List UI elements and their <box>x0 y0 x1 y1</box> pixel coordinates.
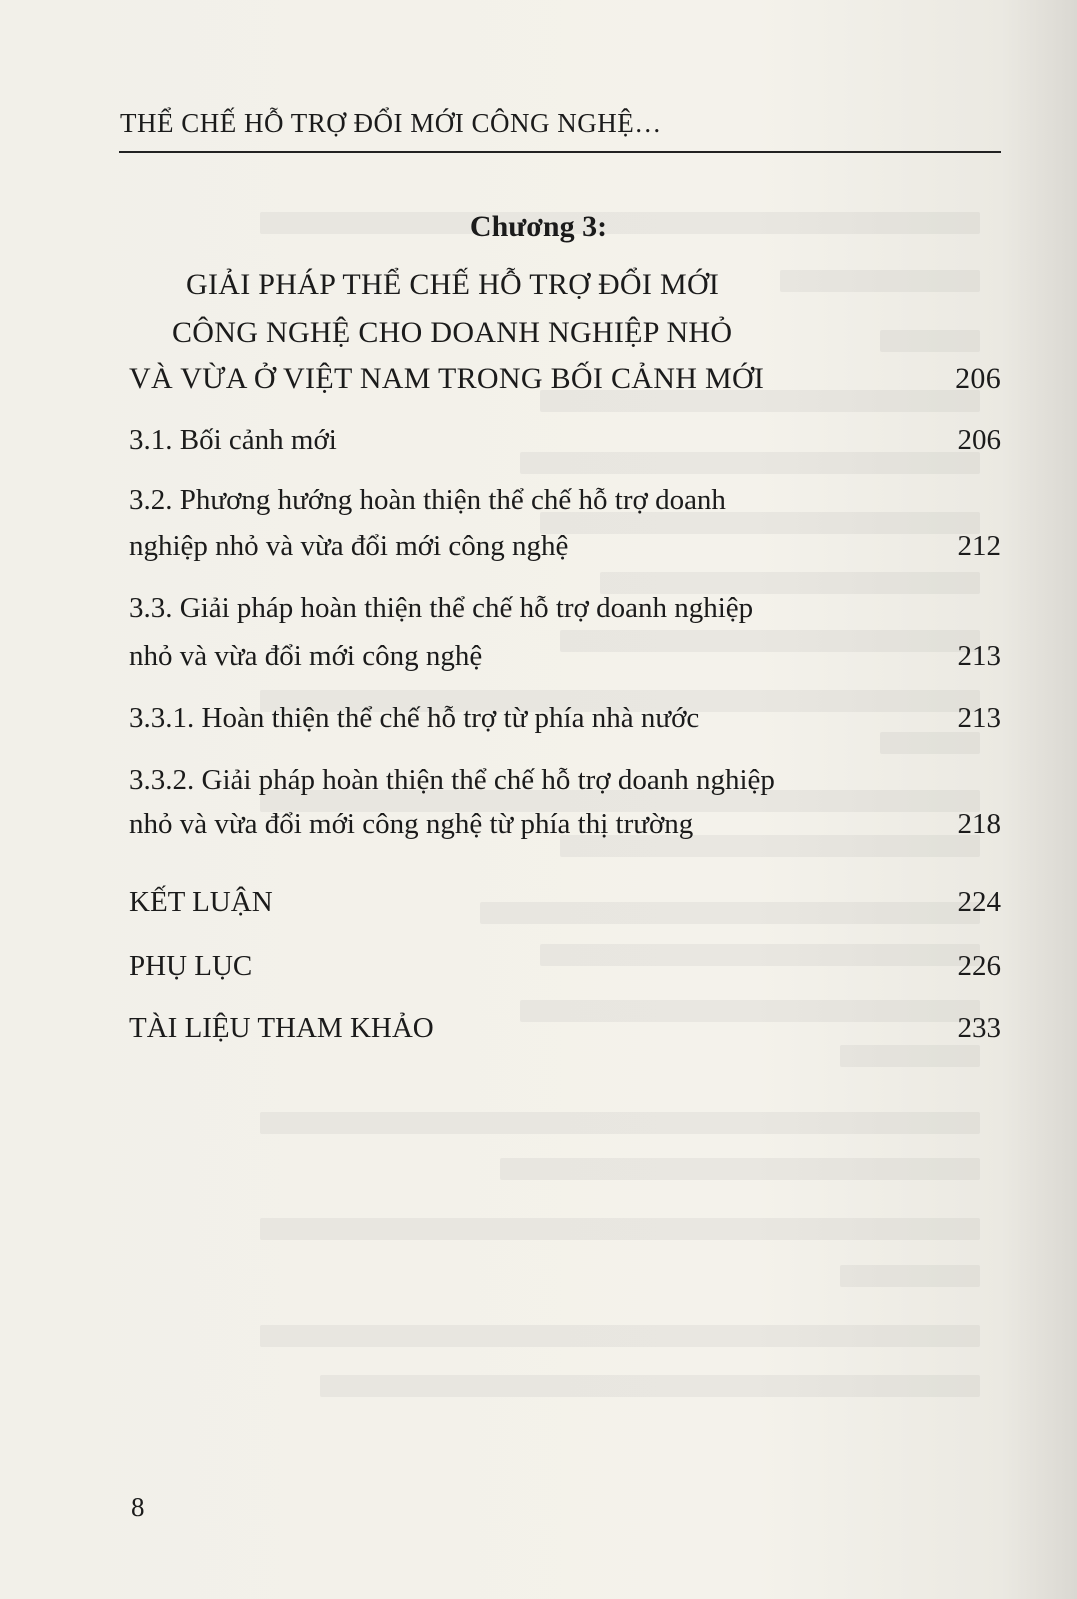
chapter-title-line-3: VÀ VỪA Ở VIỆT NAM TRONG BỐI CẢNH MỚI <box>129 362 765 395</box>
running-header: THỂ CHẾ HỖ TRỢ ĐỔI MỚI CÔNG NGHỆ… <box>120 108 662 138</box>
toc-entry <box>129 808 1001 841</box>
toc-entry-text: 3.3. Giải pháp hoàn thiện thể chế hỗ trợ doanh nghiệp <box>129 592 754 624</box>
toc-entry <box>129 886 1001 919</box>
toc-entry <box>129 424 1001 457</box>
toc-entry <box>129 702 1001 735</box>
toc-page-number: 213 <box>957 640 1001 672</box>
toc-entry-text: KẾT LUẬN <box>129 886 273 918</box>
toc-page-number: 206 <box>957 424 1001 456</box>
toc-entry-text: PHỤ LỤC <box>129 950 253 982</box>
toc-page-number: 218 <box>957 808 1001 840</box>
toc-entry <box>129 362 1001 396</box>
toc-entry-text: 3.3.2. Giải pháp hoàn thiện thể chế hỗ trợ doanh nghiệp <box>129 764 775 796</box>
toc-page-number: 226 <box>957 950 1001 982</box>
toc-page-number: 213 <box>957 702 1001 734</box>
toc-entry-text: nghiệp nhỏ và vừa đổi mới công nghệ <box>129 530 569 562</box>
page-number: 8 <box>131 1492 145 1522</box>
toc-entry-text: nhỏ và vừa đổi mới công nghệ <box>129 640 483 672</box>
toc-entry <box>129 530 1001 563</box>
chapter-label: Chương 3: <box>469 210 608 243</box>
chapter-title-line-1: GIẢI PHÁP THỂ CHẾ HỖ TRỢ ĐỔI MỚI <box>186 268 720 301</box>
toc-entry <box>129 1012 1001 1045</box>
chapter-title-line-2: CÔNG NGHỆ CHO DOANH NGHIỆP NHỎ <box>172 316 733 349</box>
toc-entry-text: 3.3.1. Hoàn thiện thể chế hỗ trợ từ phía nhà nước <box>129 702 700 734</box>
toc-page-number: 224 <box>957 886 1001 918</box>
toc-entry-text: 3.1. Bối cảnh mới <box>129 424 337 456</box>
toc-page-number: 206 <box>955 362 1001 395</box>
toc-entry <box>129 950 1001 983</box>
toc-entry-text: 3.2. Phương hướng hoàn thiện thể chế hỗ trợ doanh <box>129 484 726 516</box>
toc-entry-text: TÀI LIỆU THAM KHẢO <box>129 1012 434 1044</box>
toc-page-number: 212 <box>957 530 1001 562</box>
toc-entry-text: nhỏ và vừa đổi mới công nghệ từ phía thị trường <box>129 808 694 840</box>
header-rule <box>119 151 1001 153</box>
toc-page-number: 233 <box>957 1012 1001 1044</box>
toc-entry <box>129 640 1001 673</box>
